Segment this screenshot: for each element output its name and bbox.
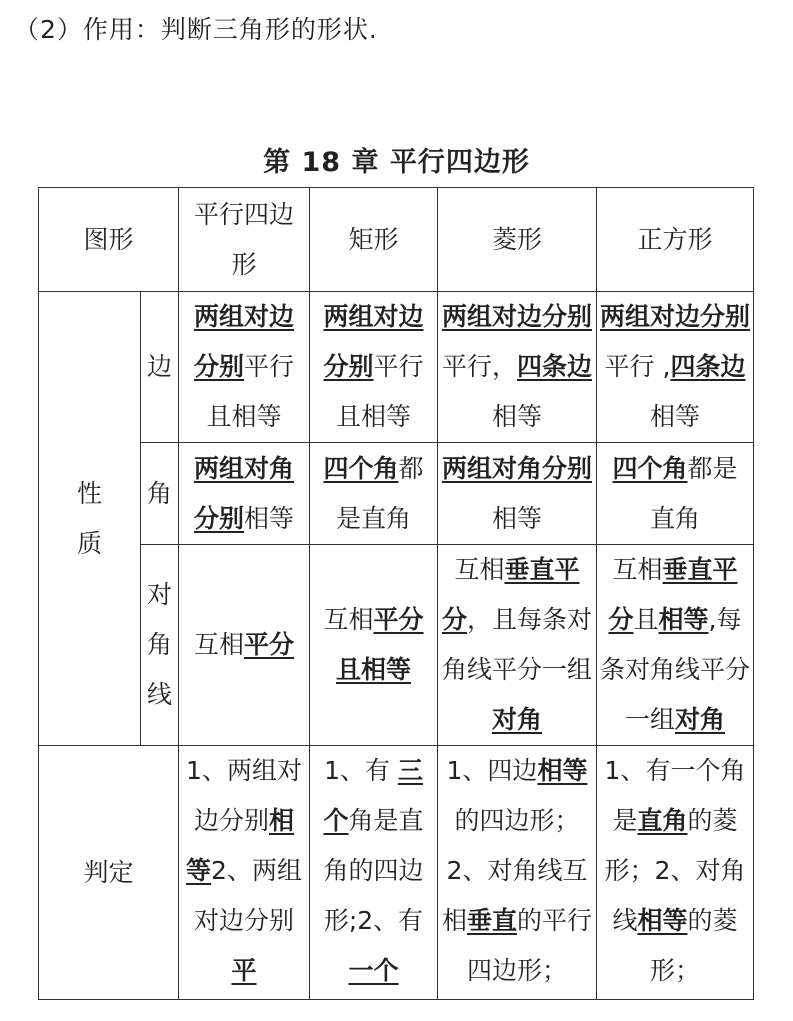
key-phrase: 两组对角分别 [193,453,294,533]
cell-text: 相等 [491,402,542,431]
angle-row [39,443,754,545]
cell-text: ,每条对角线平分一组 [600,605,751,734]
key-phrase: 垂直平分 [441,555,580,634]
diagonal-rhombus-cell [438,545,597,746]
cell-text: 1、有一个角是 [604,756,746,835]
properties-label [39,292,141,746]
cell-text: 1、两组对边分别 [186,756,302,835]
chapter-title: 第 18 章 平行四边形 [263,147,530,178]
cell-text: 互相 [612,555,663,584]
header-figure: 图形 [39,188,179,292]
key-phrase: 平分 [244,630,295,659]
properties-label-char: 性 [76,478,102,508]
header-parallelogram: 平行四边形 [179,188,310,292]
cell-text: 2、有 [357,906,424,935]
cell-text: 平行且相等 [335,352,424,431]
side-square-cell [597,292,754,443]
criteria-rectangle-cell [310,746,438,1000]
key-phrase: 两组对角分别 [441,453,592,483]
key-phrase: 相等 [537,756,588,785]
angle-label: 角 [141,443,179,545]
intro-text: （2）作用：判断三角形的形状. [14,15,378,44]
cell-text: 相等 [244,503,295,533]
cell-text: 的平行四边形； [466,906,593,985]
key-phrase: 四个角 [612,453,688,483]
cell-text: ，且每条对角线平分一组 [441,605,593,684]
side-rectangle-cell [310,292,438,443]
key-phrase: 两组对边分别 [600,302,751,331]
header-square: 正方形 [597,188,754,292]
cell-text: 互相 [454,555,505,584]
properties-table [38,187,754,1000]
key-phrase: 一个 [348,956,399,985]
key-phrase: 对角 [491,705,542,734]
key-phrase: 四条边 [517,352,593,381]
angle-square-cell [597,443,754,545]
key-phrase: 相等 [658,605,709,634]
diagonal-square-cell [597,545,754,746]
diagonal-rectangle-cell [310,545,438,746]
cell-text: 平行且相等 [206,352,295,431]
key-phrase: 两组对边分别 [193,302,294,381]
cell-text: 都是直角 [335,453,424,533]
cell-text: 互相 [323,605,374,634]
cell-text: 的菱形； [649,906,738,985]
cell-text: 角是直角的四边形; [323,806,424,935]
criteria-rhombus-cell [438,746,597,1000]
key-phrase: 对角 [675,705,726,734]
diagonal-label-char: 线 [146,680,172,709]
cell-text: 1、四边 [446,756,538,785]
properties-label-char: 质 [76,528,102,558]
cell-text: 1、有 [324,756,398,785]
key-phrase: 相等 [186,806,295,885]
cell-text: 平行， [441,352,517,381]
cell-text: 的菱形； [604,806,738,885]
header-row [39,188,754,292]
key-phrase: 平 [231,956,257,985]
side-row [39,292,754,443]
header-rectangle: 矩形 [310,188,438,292]
key-phrase: 垂直 [466,906,517,935]
key-phrase: 两组对边分别 [441,302,592,331]
side-rhombus-cell [438,292,597,443]
angle-parallelogram-cell [179,443,310,545]
diagonal-label [141,545,179,746]
diagonal-row [39,545,754,746]
criteria-parallelogram-cell [179,746,310,1000]
key-phrase: 垂直平分 [608,555,738,634]
cell-text: 2、对角线互相 [441,856,588,935]
criteria-label: 判定 [39,746,179,1000]
cell-text: 平行 , [604,352,671,381]
criteria-square-cell [597,746,754,1000]
key-phrase: 三个 [323,756,423,835]
diagonal-label-char: 角 [146,630,172,659]
key-phrase: 相等 [637,906,688,935]
key-phrase: 四条边 [670,352,746,381]
side-label: 边 [141,292,179,443]
cell-text: 2、对角线 [612,856,746,935]
criteria-row [39,746,754,1000]
angle-rhombus-cell [438,443,597,545]
cell-text: 相等 [649,402,700,431]
cell-text: 相等 [491,503,542,533]
diagonal-parallelogram-cell [179,545,310,746]
key-phrase: 两组对边分别 [323,302,424,381]
key-phrase: 直角 [637,806,688,835]
diagonal-label-char: 对 [146,580,172,609]
side-parallelogram-cell [179,292,310,443]
key-phrase: 四个角 [323,453,399,483]
cell-text: 都是直角 [649,453,738,533]
angle-rectangle-cell [310,443,438,545]
cell-text: 且 [633,605,659,634]
cell-text: 互相 [193,630,244,659]
key-phrase: 平分且相等 [335,605,424,684]
cell-text: 2、两组对边分别 [193,856,302,935]
header-rhombus: 菱形 [438,188,597,292]
cell-text: 的四边形； [454,806,580,835]
